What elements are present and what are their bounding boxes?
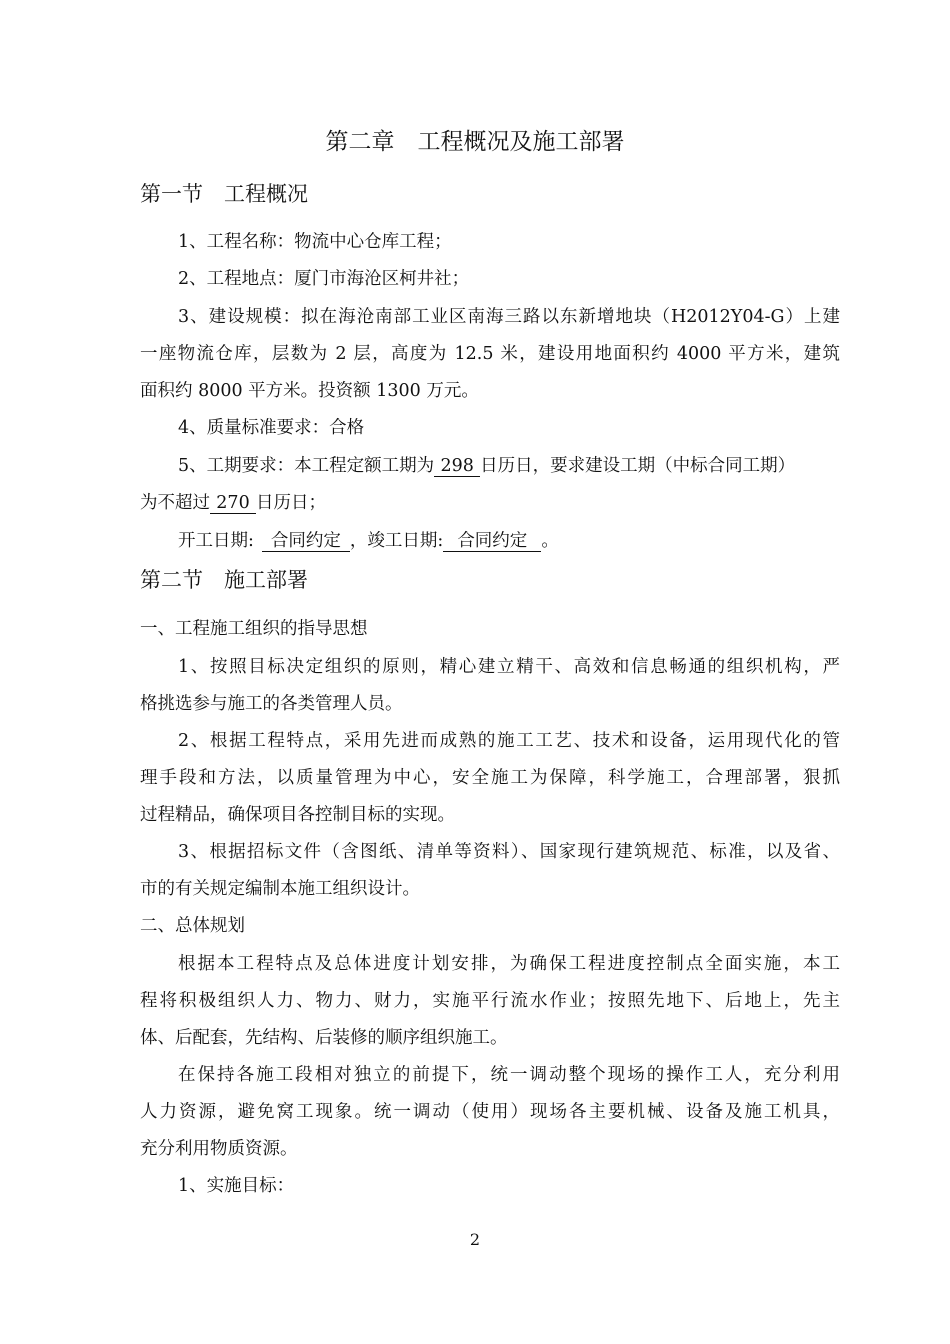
contract-days-value: 270 — [210, 493, 256, 514]
duration-limit-suffix: 日历日； — [256, 493, 326, 513]
end-date-label: ，竣工日期: — [349, 531, 444, 551]
subsection-title: 二、总体规划 — [140, 916, 245, 936]
dates-line — [178, 529, 840, 553]
end-date-period: 。 — [541, 531, 559, 551]
duration-item-line — [140, 491, 840, 515]
paragraph-line: 1、按照目标决定组织的原则，精心建立精干、高效和信息畅通的组织机构，严 — [178, 657, 840, 677]
section-title-overview: 第一节 工程概况 — [140, 182, 308, 206]
duration-prefix: 5、工期要求：本工程定额工期为 — [178, 456, 435, 476]
paragraph-line: 人力资源，避免窝工现象。统一调动（使用）现场各主要机械、设备及施工机具， — [140, 1102, 840, 1122]
paragraph-line: 2、根据工程特点，采用先进而成熟的施工工艺、技术和设备，运用现代化的管 — [178, 731, 840, 751]
project-name-item: 1、工程名称：物流中心仓库工程； — [178, 232, 452, 252]
subsection-title: 一、工程施工组织的指导思想 — [140, 619, 368, 639]
paragraph-line: 程将积极组织人力、物力、财力，实施平行流水作业；按照先地下、后地上，先主 — [140, 991, 840, 1011]
scale-item-line: 一座物流仓库，层数为 2 层，高度为 12.5 米，建设用地面积约 4000 平方米，建筑 — [140, 344, 840, 364]
page-number: 2 — [469, 1230, 481, 1249]
start-date-label: 开工日期: — [178, 531, 254, 551]
paragraph-line: 充分利用物质资源。 — [140, 1139, 298, 1159]
paragraph-line: 过程精品，确保项目各控制目标的实现。 — [140, 805, 455, 825]
duration-item-line — [178, 454, 840, 478]
paragraph-line: 市的有关规定编制本施工组织设计。 — [140, 879, 420, 899]
end-date-value: 合同约定 — [443, 531, 541, 552]
paragraph-line: 在保持各施工段相对独立的前提下，统一调动整个现场的操作工人，充分利用 — [178, 1065, 840, 1085]
paragraph-line: 格挑选参与施工的各类管理人员。 — [140, 694, 403, 714]
scale-item-line: 3、建设规模：拟在海沧南部工业区南海三路以东新增地块（H2012Y04-G）上建 — [178, 307, 840, 327]
paragraph-line: 3、根据招标文件（含图纸、清单等资料）、国家现行建筑规范、标准，以及省、 — [178, 842, 840, 862]
paragraph-line: 根据本工程特点及总体进度计划安排，为确保工程进度控制点全面实施，本工 — [178, 954, 840, 974]
duration-suffix: 日历日，要求建设工期（中标合同工期） — [480, 456, 796, 476]
paragraph-line: 1、实施目标： — [178, 1176, 295, 1196]
section-title-deployment: 第二节 施工部署 — [140, 568, 308, 592]
chapter-title: 第二章 工程概况及施工部署 — [325, 129, 625, 155]
duration-limit-prefix: 为不超过 — [140, 493, 210, 513]
quality-item: 4、质量标准要求：合格 — [178, 418, 365, 438]
start-date-value: 合同约定 — [262, 531, 350, 552]
paragraph-line: 体、后配套，先结构、后装修的顺序组织施工。 — [140, 1028, 508, 1048]
paragraph-line: 理手段和方法，以质量管理为中心，安全施工为保障，科学施工，合理部署，狠抓 — [140, 768, 840, 788]
project-location-item: 2、工程地点：厦门市海沧区柯井社； — [178, 269, 470, 289]
quota-days-value: 298 — [434, 456, 480, 477]
scale-item-line: 面积约 8000 平方米。投资额 1300 万元。 — [140, 381, 479, 401]
